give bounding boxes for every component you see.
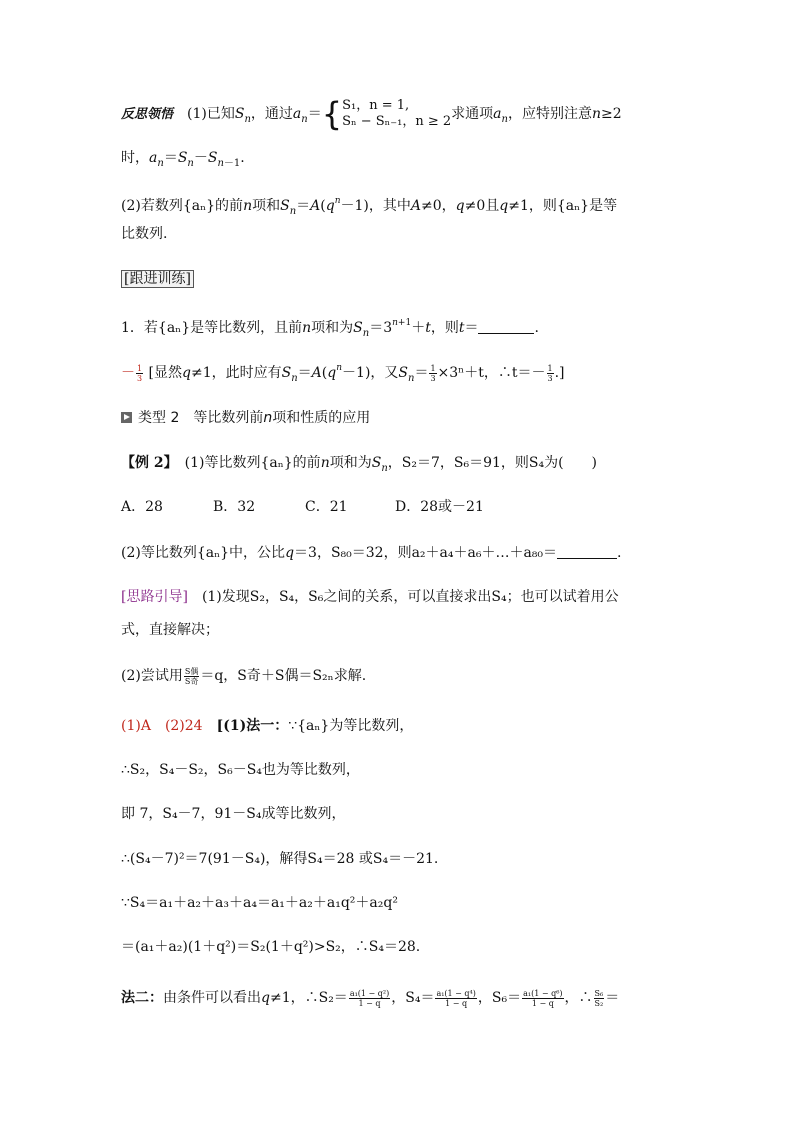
example-question-2: (2)等比数列{aₙ}中，公比q＝3，S₈₀＝32，则a₂＋a₄＋a₆＋…＋a₈₀＝ . — [121, 545, 622, 561]
reflection-line-1: 反思领悟 (1)已知$S_n$，通过$a_n=${ S₁，n = 1, Sₙ − Sₙ₋₁，n ≥ 2 求通项$a_n$，应特别注意n≥2 — [121, 95, 622, 133]
section-title: 类型 2 等比数列前n项和性质的应用 — [121, 408, 370, 428]
answer-blank[interactable] — [478, 319, 534, 334]
solution-line-6: ＝(a₁＋a₂)(1＋q²)＝S₂(1＋q²)>S₂，∴S₄＝28. — [121, 939, 421, 955]
cases-formula: { S₁，n = 1, Sₙ − Sₙ₋₁，n ≥ 2 — [321, 95, 452, 133]
option-a[interactable]: A．28 — [121, 499, 163, 515]
reflection-line-3: (2)若数列{aₙ}的前n项和$S_n=A(q^n-1)$，其中A≠0，q≠0且q≠1，则{aₙ}是等 — [121, 196, 618, 217]
option-d[interactable]: D．28或－21 — [395, 499, 484, 515]
example-options — [121, 497, 484, 517]
practice-answer: － $\frac{1}{3}$ [显然q≠1，此时应有$S_n=A(q^n-1)$，又$S_n=$ $\frac{1}{3}$ ×3ⁿ＋t，∴t＝－ $\frac{1}{3}$ .] — [121, 363, 565, 384]
play-triangle-icon — [121, 412, 132, 423]
hint-line-3: (2)尝试用 $\frac{\text{S偶}}{\text{S奇}}$ ＝q，S奇＋S偶＝S₂ₙ求解. — [121, 666, 367, 686]
solution-line-2: ∴S₂，S₄－S₂，S₆－S₄也为等比数列， — [121, 762, 360, 778]
solution-line-7: 法二：由条件可以看出q≠1，∴S₂＝ $\frac{\text{a₁(1 − q²)}}{1 - q}$ ，S₄＝ $\frac{\text{a₁(1 − q⁴)}}{1 - q}$ ，S₆＝ $\frac{\text{a₁(1 − q⁶)}}{1 - q}$ ，∴ $\frac{\text{S₆}}{\text{S₂}}$ ＝ — [121, 988, 620, 1008]
answer-blank-2[interactable] — [557, 544, 617, 559]
hint-line-1: [思路引导] (1)发现S₂，S₄，S₆之间的关系，可以直接求出S₄；也可以试着用公 — [121, 589, 619, 605]
solution-line-1: (1)A (2)24 [(1)法一：∵{aₙ}为等比数列， — [121, 718, 414, 734]
solution-line-3: 即 7，S₄－7，91－S₄成等比数列， — [121, 806, 346, 822]
practice-question: 1．若{aₙ}是等比数列，且前n项和为$S_n=3^{n+1}+t$，则t＝ . — [121, 318, 539, 339]
solution-line-4: ∴(S₄－7)²＝7(91－S₄)，解得S₄＝28 或S₄＝－21. — [121, 851, 439, 867]
reflection-line-2: 时，$a_n=S_n-S_{n-1}$. — [121, 150, 245, 169]
solution-line-5: ∵S₄＝a₁＋a₂＋a₃＋a₄＝a₁＋a₂＋a₁q²＋a₂q² — [121, 895, 398, 911]
option-b[interactable]: B．32 — [213, 499, 256, 515]
reflection-line-4: 比数列. — [121, 226, 168, 242]
hint-fraction: $\frac{\text{S偶}}{\text{S奇}}$ — [184, 666, 199, 686]
answer-fraction: $\frac{1}{3}$ — [137, 363, 143, 383]
practice-tag: [跟进训练] — [121, 269, 194, 289]
option-c[interactable]: C．21 — [305, 499, 348, 515]
example-question-1: 【例 2】 (1)等比数列{aₙ}的前n项和为$S_n$，S₂＝7，S₆＝91，则S₄为( ) — [121, 455, 598, 474]
hint-line-2: 式，直接解决； — [121, 622, 219, 638]
reflection-heading: 反思领悟 — [121, 107, 174, 122]
